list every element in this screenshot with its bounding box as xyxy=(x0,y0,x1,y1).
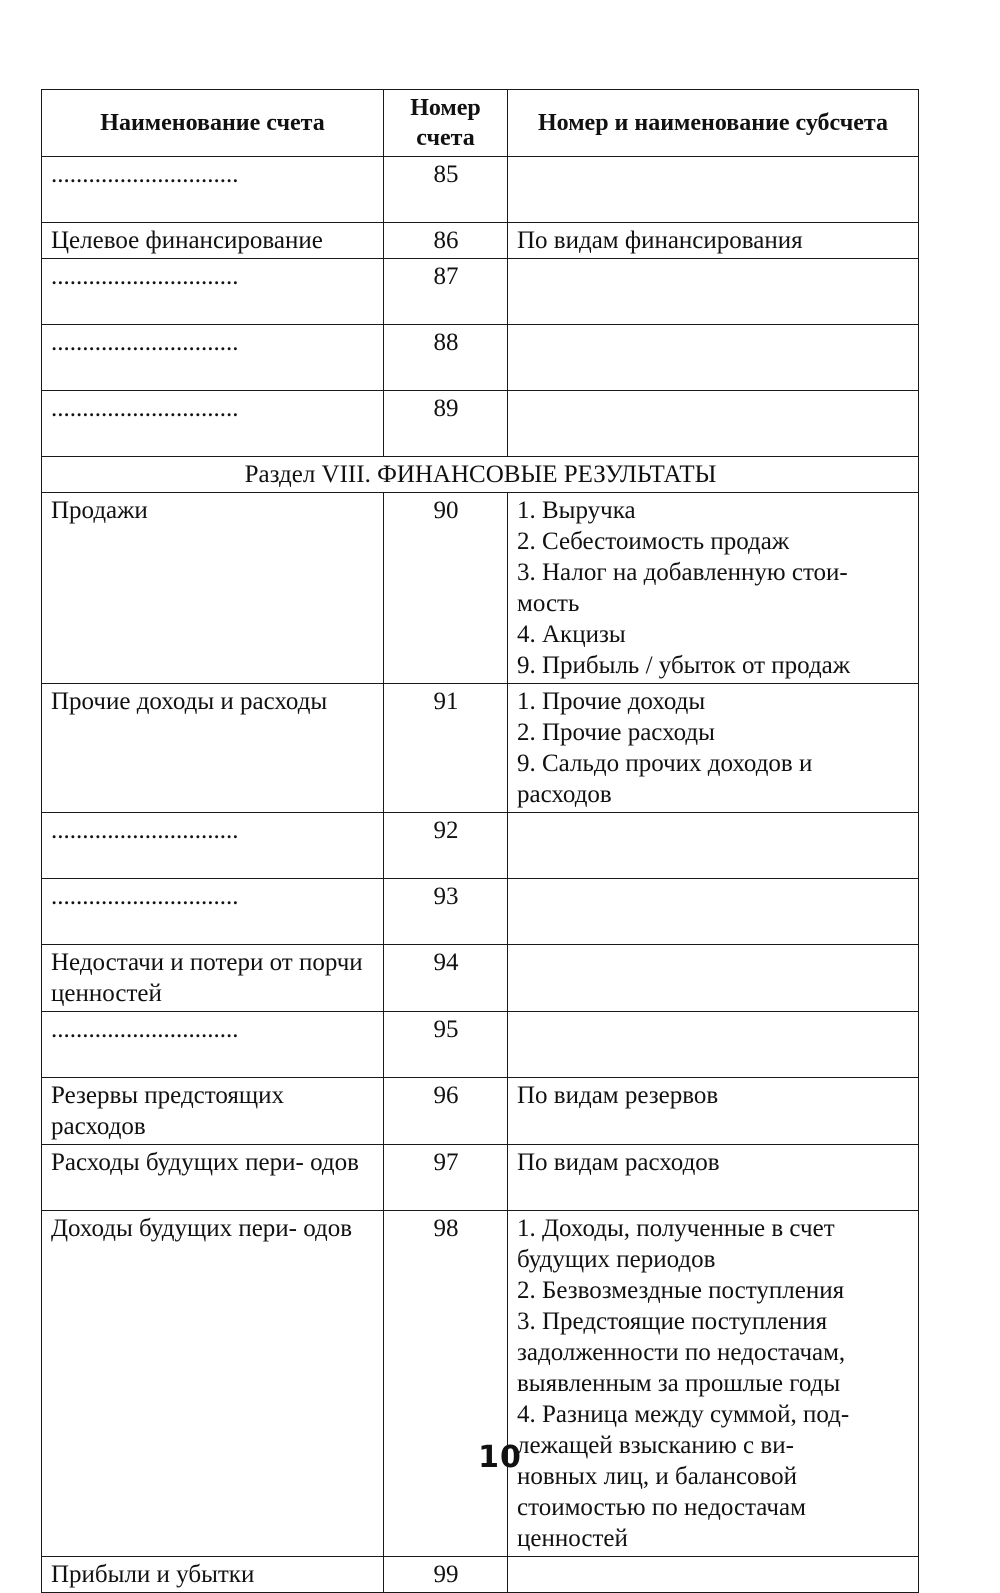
table-row xyxy=(42,391,919,457)
account-name: Продажи xyxy=(42,493,384,684)
subaccount-line: 4. Разница между суммой, под- xyxy=(517,1401,850,1428)
account-number: 88 xyxy=(384,325,508,391)
account-number: 87 xyxy=(384,259,508,325)
account-number: 89 xyxy=(384,391,508,457)
subaccount-line: будущих периодов xyxy=(517,1246,716,1273)
table-row xyxy=(42,879,919,945)
subaccount-line: задолженности по недостачам, xyxy=(517,1339,846,1366)
subaccounts-cell xyxy=(508,684,919,813)
subaccount-line: лежащей взысканию с ви- xyxy=(517,1432,794,1459)
subaccounts-cell xyxy=(508,1078,919,1145)
subaccount-line: 3. Налог на добавленную стои- xyxy=(517,559,848,586)
account-number: 93 xyxy=(384,879,508,945)
table-row xyxy=(42,493,919,684)
subaccount-line: По видам резервов xyxy=(517,1082,719,1109)
account-number: 95 xyxy=(384,1012,508,1078)
account-name: Недостачи и потери от порчи ценностей xyxy=(42,945,384,1012)
subaccounts-cell xyxy=(508,1012,919,1078)
table-row xyxy=(42,223,919,259)
table-row xyxy=(42,684,919,813)
section-heading-row xyxy=(42,457,919,493)
subaccount-line: 2. Безвозмездные поступления xyxy=(517,1277,845,1304)
subaccounts-cell xyxy=(508,1557,919,1593)
chart-of-accounts-table xyxy=(41,89,919,1593)
account-name: .............................. xyxy=(42,879,384,945)
header-subaccount: Номер и наименование субсчета xyxy=(508,90,919,157)
account-name: Прибыли и убытки xyxy=(42,1557,384,1593)
subaccount-line: По видам финансирования xyxy=(517,227,803,254)
table-row xyxy=(42,1012,919,1078)
subaccount-line: выявленным за прошлые годы xyxy=(517,1370,841,1397)
subaccount-line: 1. Доходы, полученные в счет xyxy=(517,1215,835,1242)
subaccount-line: расходов xyxy=(517,781,612,808)
subaccounts-cell xyxy=(508,259,919,325)
table-row xyxy=(42,259,919,325)
account-name: Целевое финансирование xyxy=(42,223,384,259)
account-number: 85 xyxy=(384,157,508,223)
subaccount-line: 3. Предстоящие поступления xyxy=(517,1308,828,1335)
subaccount-line: стоимостью по недостачам xyxy=(517,1494,806,1521)
subaccounts-cell xyxy=(508,157,919,223)
account-number: 99 xyxy=(384,1557,508,1593)
subaccount-line: мость xyxy=(517,590,580,617)
account-name: Расходы будущих пери- одов xyxy=(42,1145,384,1211)
subaccount-line: 9. Прибыль / убыток от продаж xyxy=(517,652,851,679)
account-name: .............................. xyxy=(42,391,384,457)
table-row xyxy=(42,1557,919,1593)
account-name: .............................. xyxy=(42,813,384,879)
account-number: 92 xyxy=(384,813,508,879)
subaccount-line: 2. Себестоимость продаж xyxy=(517,528,790,555)
table-row xyxy=(42,1145,919,1211)
account-number: 98 xyxy=(384,1211,508,1557)
subaccount-line: 2. Прочие расходы xyxy=(517,719,715,746)
rows-before-section xyxy=(42,157,919,457)
account-name: Резервы предстоящих расходов xyxy=(42,1078,384,1145)
account-number: 90 xyxy=(384,493,508,684)
subaccounts-cell xyxy=(508,1211,919,1557)
subaccounts-cell xyxy=(508,945,919,1012)
subaccounts-cell xyxy=(508,1145,919,1211)
page-number: 10 xyxy=(478,1440,522,1475)
table-row xyxy=(42,1211,919,1557)
subaccounts-cell xyxy=(508,391,919,457)
subaccount-line: 9. Сальдо прочих доходов и xyxy=(517,750,813,777)
table-row xyxy=(42,813,919,879)
table-row xyxy=(42,325,919,391)
account-name: .............................. xyxy=(42,157,384,223)
subaccount-line: По видам расходов xyxy=(517,1149,720,1176)
subaccount-line: 1. Прочие доходы xyxy=(517,688,706,715)
table-row xyxy=(42,157,919,223)
subaccount-line: ценностей xyxy=(517,1525,628,1552)
table-row xyxy=(42,945,919,1012)
account-number: 91 xyxy=(384,684,508,813)
account-number: 86 xyxy=(384,223,508,259)
rows-after-section xyxy=(42,493,919,1593)
table-header xyxy=(42,90,919,157)
subaccount-line: новных лиц, и балансовой xyxy=(517,1463,798,1490)
subaccounts-cell xyxy=(508,223,919,259)
subaccounts-cell xyxy=(508,325,919,391)
subaccounts-cell xyxy=(508,879,919,945)
account-name: Прочие доходы и расходы xyxy=(42,684,384,813)
account-name: .............................. xyxy=(42,1012,384,1078)
header-account-number: Номер счета xyxy=(384,90,508,157)
subaccount-line: 4. Акцизы xyxy=(517,621,626,648)
subaccounts-cell xyxy=(508,813,919,879)
account-number: 94 xyxy=(384,945,508,1012)
account-name: Доходы будущих пери- одов xyxy=(42,1211,384,1557)
table-row xyxy=(42,1078,919,1145)
header-account-name: Наименование счета xyxy=(42,90,384,157)
subaccounts-cell xyxy=(508,493,919,684)
section-title: Раздел VIII. ФИНАНСОВЫЕ РЕЗУЛЬТАТЫ xyxy=(42,457,919,493)
account-number: 97 xyxy=(384,1145,508,1211)
account-number: 96 xyxy=(384,1078,508,1145)
account-name: .............................. xyxy=(42,325,384,391)
account-name: .............................. xyxy=(42,259,384,325)
subaccount-line: 1. Выручка xyxy=(517,497,636,524)
